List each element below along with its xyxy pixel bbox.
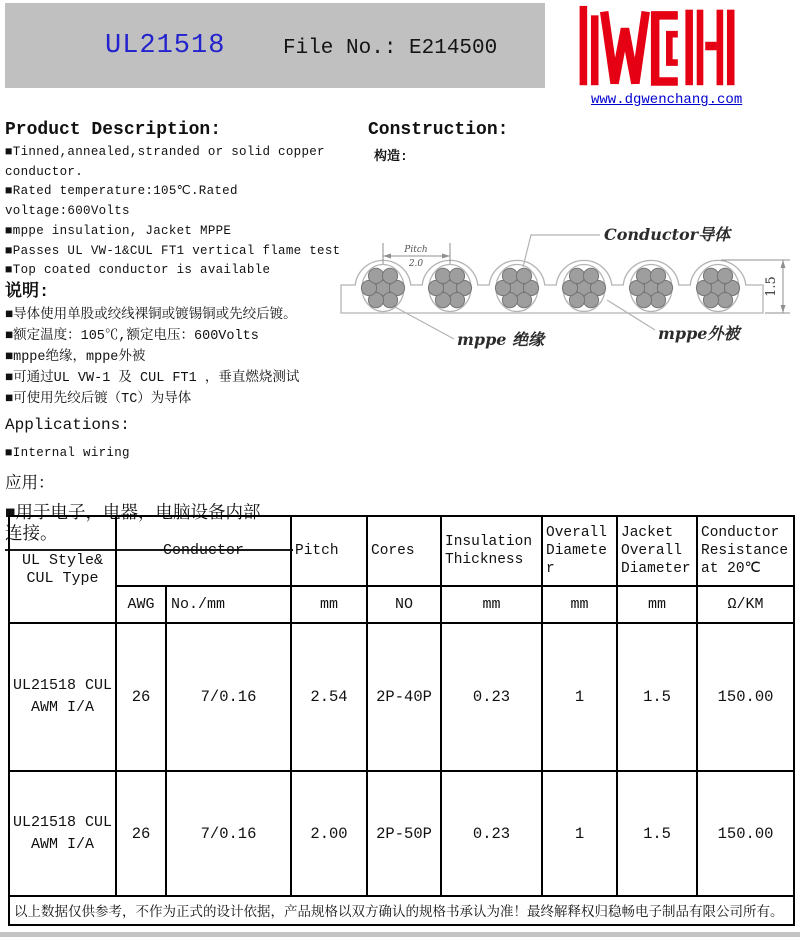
cell-pitch: 2.54 — [291, 623, 367, 771]
bullet-item: ■Passes UL VW-1&CUL FT1 vertical flame test — [5, 243, 341, 258]
jacket-callout-label: mppe外被 — [658, 324, 740, 343]
cell-strands: 7/0.16 — [166, 623, 291, 771]
cell-style: UL21518 CUL AWM I/A — [9, 771, 116, 896]
cell-jacket: 1.5 — [617, 771, 697, 896]
arrow-down-icon — [781, 305, 786, 313]
website-link[interactable]: www.dgwenchang.com — [591, 92, 743, 108]
bottom-strip — [0, 932, 800, 937]
disclaimer-row — [9, 896, 794, 925]
bullet-item: ■导体使用单股或绞线裸铜或镀锡铜或先绞后镀。 — [5, 307, 297, 323]
cell-pitch: 2.00 — [291, 771, 367, 896]
col-pitch: Pitch — [291, 516, 367, 586]
table-header-row — [9, 516, 794, 586]
bullet-item: ■Internal wiring — [5, 445, 130, 460]
cell-resistance: 150.00 — [697, 771, 794, 896]
col-conductor: Conductor — [116, 516, 291, 586]
pitch-dimension-label: Pitch — [404, 245, 428, 255]
description-title-cn: 说明: — [5, 282, 50, 302]
col-style-type: UL Style& CUL Type — [9, 516, 116, 623]
col-overall-diameter: Overall Diameter — [542, 516, 617, 586]
unit-jacket: mm — [617, 586, 697, 623]
applications-title-cn: 应用： — [5, 473, 55, 493]
product-description-section — [5, 118, 357, 551]
cell-cores: 2P-40P — [367, 623, 441, 771]
product-description-title: Product Description: — [5, 120, 222, 140]
bullet-item: ■额定温度：105℃,额定电压：600Volts — [5, 328, 259, 344]
conductor-cross-section — [428, 265, 471, 312]
unit-strands: No./mm — [166, 586, 291, 623]
cell-jacket: 1.5 — [617, 623, 697, 771]
file-number: File No.: E214500 — [283, 37, 498, 60]
bullet-item: ■mppe insulation, Jacket MPPE — [5, 223, 232, 238]
construction-section — [368, 118, 508, 164]
conductor-cross-section — [361, 265, 404, 312]
unit-overall: mm — [542, 586, 617, 623]
cell-overall: 1 — [542, 771, 617, 896]
unit-resistance: Ω/KM — [697, 586, 794, 623]
bullet-item: ■Rated temperature:105℃.Rated voltage:600Volts — [5, 184, 238, 219]
table-row — [9, 771, 794, 896]
table-row — [9, 623, 794, 771]
bullet-item: ■用于电子，电器，电脑设备内部 连接。 — [5, 503, 261, 545]
disclaimer-text: 以上数据仅供参考，不作为正式的设计依据，产品规格以双方确认的规格书承认为准！最终解释权归稳畅电子制品有限公司所有。 — [9, 896, 794, 925]
pitch-dimension-value: 2.0 — [408, 259, 424, 269]
bullet-item: ■可使用先绞后镀（TC）为导体 — [5, 391, 192, 407]
col-resistance: Conductor Resistance at 20℃ — [697, 516, 794, 586]
spec-table — [8, 515, 795, 926]
arrow-up-icon — [781, 260, 786, 268]
cell-awg: 26 — [116, 623, 166, 771]
col-cores: Cores — [367, 516, 441, 586]
cell-awg: 26 — [116, 771, 166, 896]
conductor-cross-section — [629, 265, 672, 312]
cell-resistance: 150.00 — [697, 623, 794, 771]
arrow-left-icon — [383, 254, 391, 259]
bullet-item: ■Tinned,annealed,stranded or solid copper conductor. — [5, 145, 325, 179]
construction-title: Construction: — [368, 120, 509, 140]
unit-insulation: mm — [441, 586, 542, 623]
arrow-right-icon — [442, 254, 450, 259]
wch-logo-icon — [578, 4, 738, 89]
cell-cores: 2P-50P — [367, 771, 441, 896]
conductor-callout-label: Conductor导体 — [604, 225, 731, 244]
model-number: UL21518 — [105, 31, 226, 61]
bullet-item: ■Top coated conductor is available — [5, 263, 271, 278]
unit-pitch: mm — [291, 586, 367, 623]
height-dimension-label: 1.5 — [764, 276, 779, 297]
construction-diagram — [338, 215, 798, 365]
bullet-item: ■mppe绝缘，mppe外被 — [5, 349, 146, 365]
unit-cores: NO — [367, 586, 441, 623]
conductor-cross-section — [696, 265, 739, 312]
conductor-cross-section — [495, 265, 538, 312]
wch-logo — [578, 4, 738, 94]
unit-awg: AWG — [116, 586, 166, 623]
insulation-callout-label: mppe 绝缘 — [457, 330, 545, 349]
cell-style: UL21518 CUL AWM I/A — [9, 623, 116, 771]
bullet-item: ■可通过UL VW-1 及 CUL FT1 ，垂直燃烧测试 — [5, 370, 300, 386]
applications-title: Applications: — [5, 415, 130, 434]
cell-insulation: 0.23 — [441, 623, 542, 771]
cell-insulation: 0.23 — [441, 771, 542, 896]
conductor-cross-section — [562, 265, 605, 312]
table-units-row — [9, 586, 794, 623]
construction-subtitle: 构造: — [374, 149, 408, 164]
col-jacket-diameter: Jacket Overall Diameter — [617, 516, 697, 586]
cell-overall: 1 — [542, 623, 617, 771]
cell-strands: 7/0.16 — [166, 771, 291, 896]
col-insulation: Insulation Thickness — [441, 516, 542, 586]
